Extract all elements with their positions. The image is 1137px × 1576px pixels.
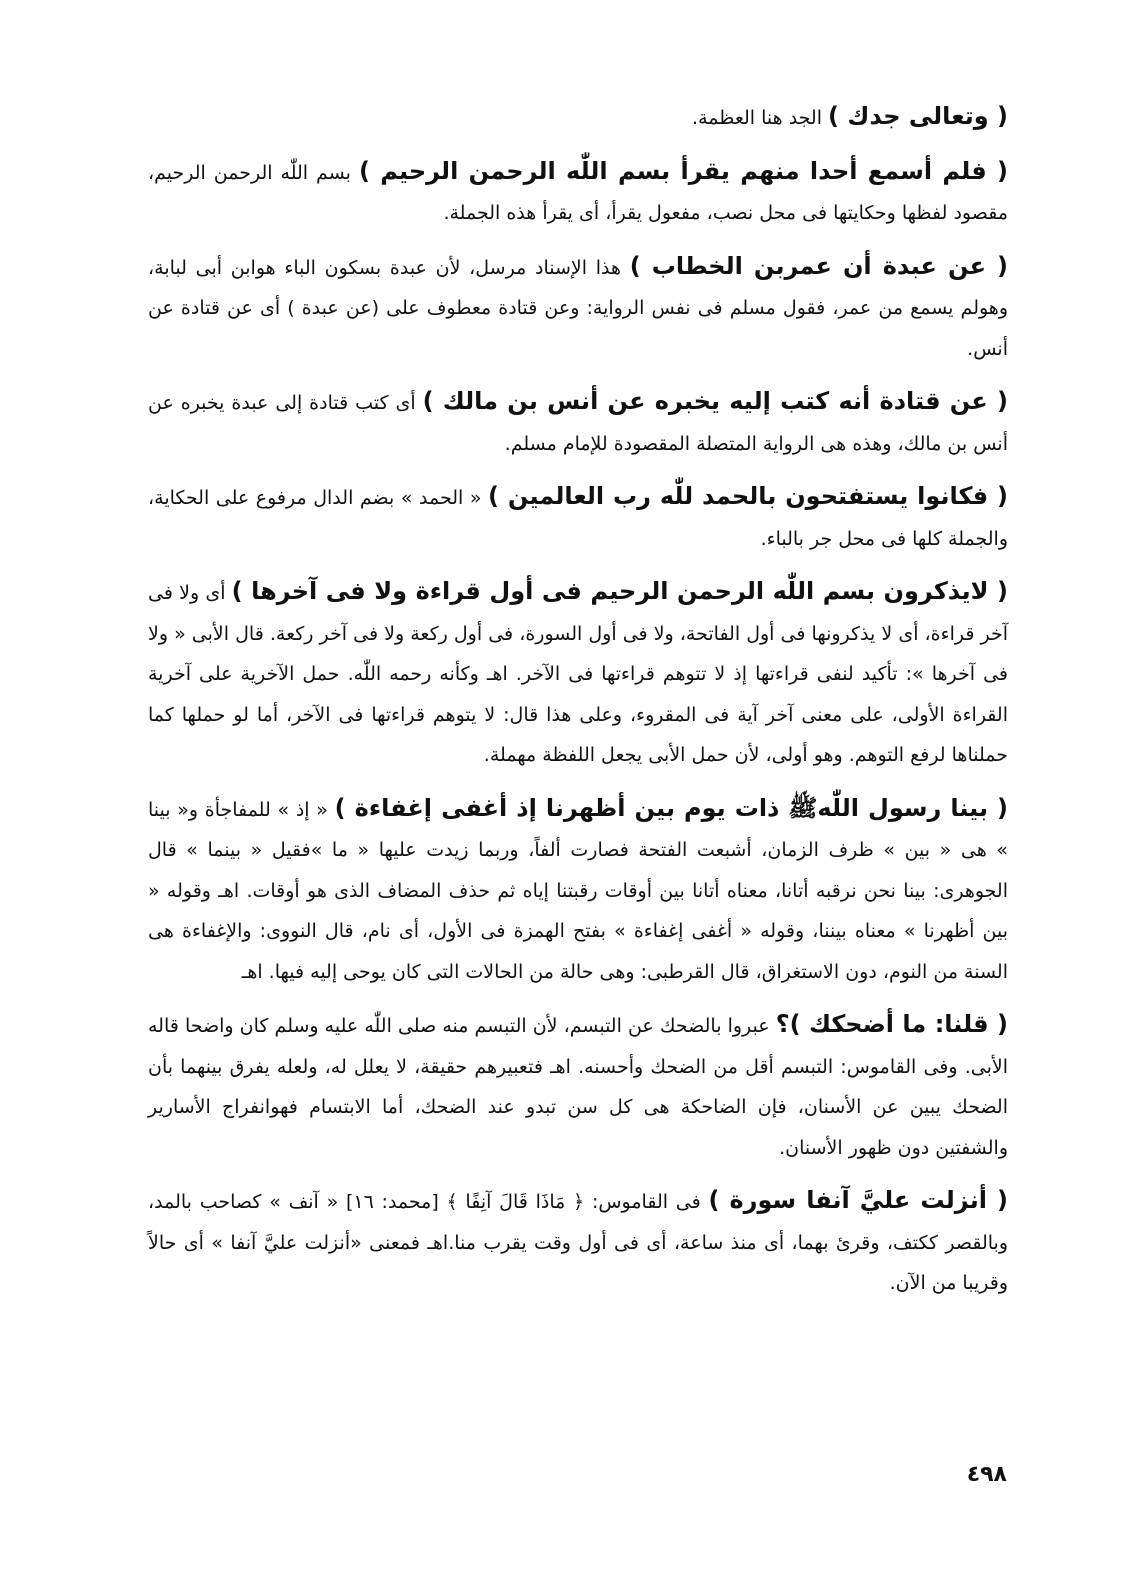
paragraph-5-body: « الحمد » بضم الدال مرفوع على الحكاية، والجملة كلها فى محل جر بالباء. — [148, 487, 1008, 550]
paragraph-2-body: بسم اللّٰه الرحمن الرحيم، مقصود لفظها وحكايتها فى محل نصب، مفعول يقرأ، أى يقرأ هذه الجملة. — [148, 161, 1008, 224]
paragraph-1 — [148, 96, 1008, 139]
paragraph-3 — [148, 246, 1008, 370]
paragraph-7 — [148, 788, 1008, 993]
paragraph-9-body: فى القاموس: ﴿ مَاذَا قَالَ آنِفًا ﴾ [محمد: ١٦] « آنف » كصاحب بالمد، وبالقصر ككتف، وقرئ بهما، أى منذ ساعة، أى فى أول وقت يقرب منا.اهـ فمعنى «أنزلت عليَّ آنفا » أى حالاً وقريبا من الآن. — [148, 1191, 1008, 1294]
paragraph-5-lead: ( فكانوا يستفتحون بالحمد للّٰه رب العالمين ) — [488, 482, 1008, 510]
paragraph-6-body: أى ولا فى آخر قراءة، أى لا يذكرونها فى أول الفاتحة، ولا فى أول السورة، فى أول ركعة ولا فى آخر ركعة. قال الأبى « ولا فى آخرها »: تأكيد لنفى قراءتها إذ لا تتوهم قراءتها فى الآخر. اهـ وكأنه رحمه اللّٰه. حمل الآخرية على آخرية القراءة الأولى، على معنى آخر آية فى المقروء، وعلى هذا قال: لا يتوهم قراءتها فى الآخر، أما لو حملها كما حملناها لرفع التوهم. وهو أولى، لأن حمل الأبى يجعل اللفظة مهملة. — [148, 582, 1008, 766]
paragraph-7-body: « إذ » للمفاجأة و« بينا » هى « بين » ظرف الزمان، أشبعت الفتحة فصارت ألفاً، وربما زيدت عليها « ما »فقيل « بينما » قال الجوهرى: بينا نحن نرقبه أتانا، معناه أتانا بين أوقات رقبتنا إياه ثم حذف المضاف الذى هو أوقات. اهـ وقوله « بين أظهرنا » معناه بيننا، وقوله « أغفى إغفاءة » بفتح الهمزة فى الأول، أى نام، قال النووى: والإغفاءة هى السنة من النوم، دون الاستغراق، قال القرطبى: وهى حالة من الحالات التى كان يوحى إليه فيها. اهـ — [148, 798, 1008, 983]
paragraph-4-lead: ( عن قتادة أنه كتب إليه يخبره عن أنس بن مالك ) — [422, 387, 1009, 415]
paragraph-1-lead: ( وتعالى جدك ) — [828, 102, 1008, 130]
paragraph-2-lead: ( فلم أسمع أحدا منهم يقرأ بسم اللّٰه الرحمن الرحيم ) — [358, 156, 1009, 185]
paragraph-9-lead: ( أنزلت عليَّ آنفا سورة ) — [708, 1186, 1008, 1214]
paragraph-8-lead: ( قلنا: ما أضحكك )؟ — [775, 1010, 1008, 1038]
paragraph-4-body: أى كتب قتادة إلى عبدة يخبره عن أنس بن مالك، وهذه هى الرواية المتصلة المقصودة للإمام مسلم. — [148, 392, 1008, 455]
paragraph-8 — [148, 1004, 1008, 1168]
document-page — [148, 96, 1008, 1316]
paragraph-8-body: عبروا بالضحك عن التبسم، لأن التبسم منه صلى اللّٰه عليه وسلم كان واضحا قاله الأبى. وفى القاموس: التبسم أقل من الضحك وأحسنه. اهـ فتعبيرهم حقيقة، لا يعلل له، ولعله يفرق بينهما بأن الضحك يبين عن الأسنان، فإن الضاحكة هى كل سن تبدو عند الضحك، أما الابتسام فهوانفراج الأسارير والشفتين دون ظهور الأسنان. — [148, 1015, 1008, 1159]
paragraph-7-lead: ( بينا رسول اللّٰهﷺ ذات يوم بين أظهرنا إذ أغفى إغفاءة ) — [334, 793, 1008, 822]
paragraph-2 — [148, 151, 1008, 234]
paragraph-9 — [148, 1180, 1008, 1304]
paragraph-3-lead: ( عن عبدة أن عمربن الخطاب ) — [629, 251, 1008, 280]
page-number: ٤٩٨ — [966, 1462, 1007, 1487]
paragraph-6 — [148, 571, 1008, 776]
paragraph-4 — [148, 381, 1008, 464]
paragraph-1-body: الجد هنا العظمة. — [692, 107, 829, 129]
paragraph-5 — [148, 476, 1008, 559]
paragraph-6-lead: ( لايذكرون بسم اللّٰه الرحمن الرحيم فى أول قراءة ولا فى آخرها ) — [231, 577, 1009, 605]
paragraph-3-body: هذا الإسناد مرسل، لأن عبدة بسكون الباء هوابن أبى لبابة، وهولم يسمع من عمر، فقول مسلم فى نفس الرواية: وعن قتادة معطوف على (عن عبدة ) أى عن قتادة عن أنس. — [148, 256, 1008, 360]
